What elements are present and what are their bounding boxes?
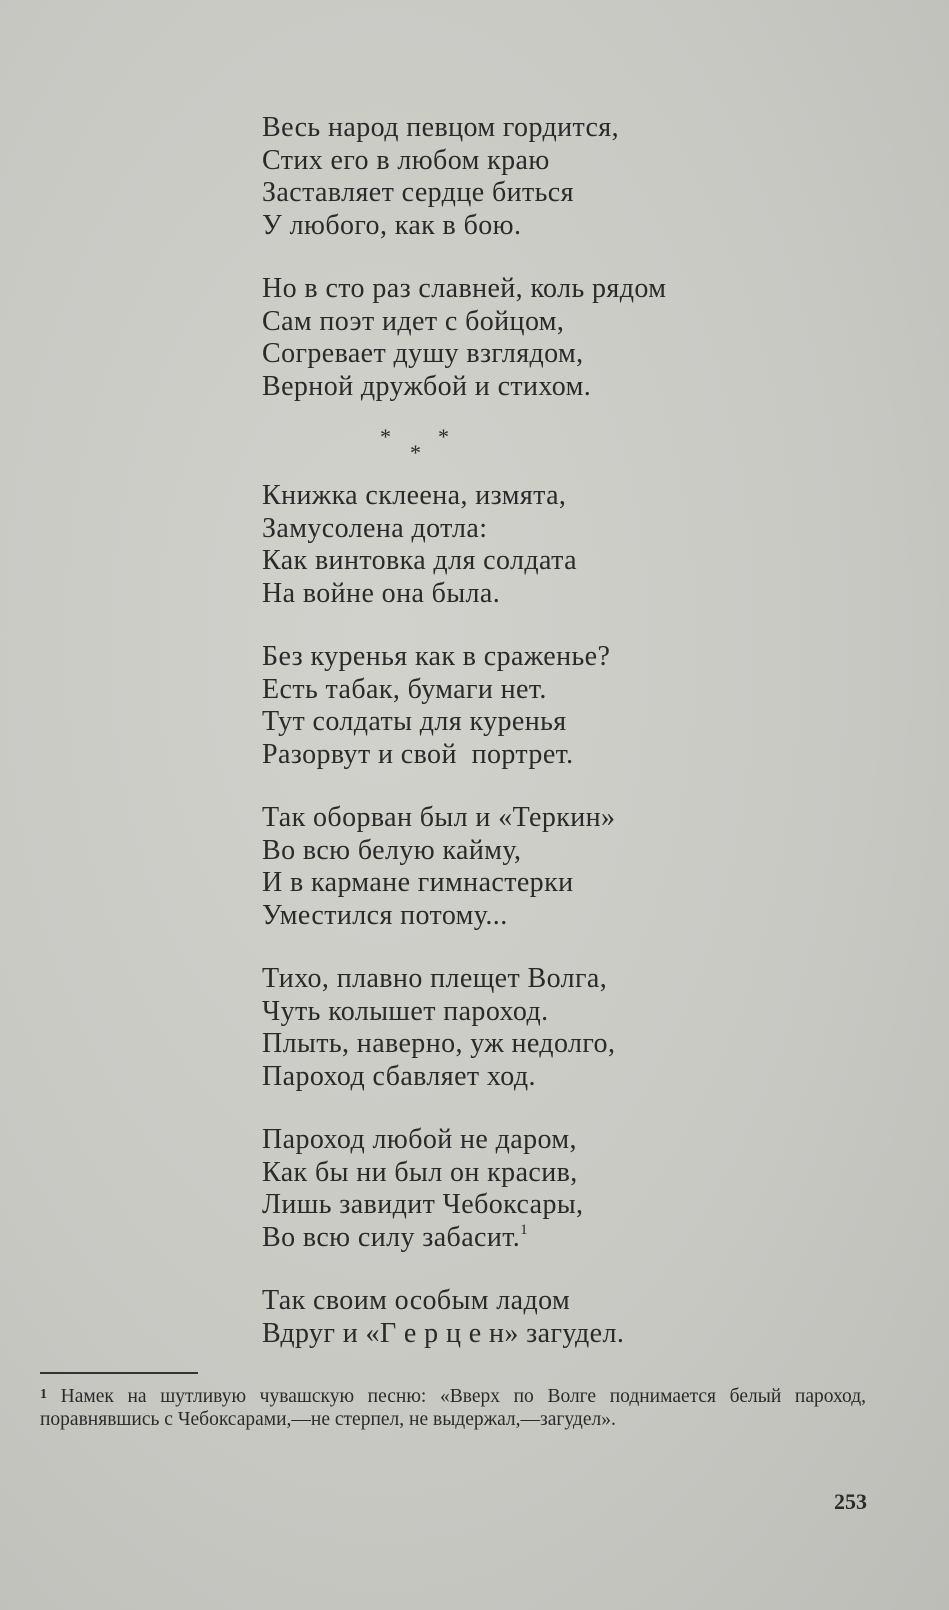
poem-line: Сам поэт идет с бойцом, <box>262 305 565 337</box>
poem-line: Так своим особым ладом <box>262 1285 571 1316</box>
asterisk-icon: * <box>380 424 391 449</box>
poem-line: Тут солдаты для куренья <box>262 706 567 737</box>
poem-line: Лишь завидит Чебоксары, <box>262 1189 584 1220</box>
poem-line-with-footnote <box>262 1222 862 1255</box>
stanza-1 <box>262 112 862 242</box>
poem-line: Разорвут и свой портрет. <box>262 738 574 770</box>
poem-line: Согревает душу взглядом, <box>262 338 584 369</box>
poem-line: У любого, как в бою. <box>262 209 522 241</box>
poem-line: Замусолена дотла: <box>262 512 488 544</box>
footnote-reference: 1 <box>520 1221 529 1238</box>
poem-line: Во всю белую кайму, <box>262 834 522 866</box>
footnote-divider <box>40 1372 198 1374</box>
page-number: 253 <box>834 1489 867 1514</box>
stanza-8 <box>262 1285 862 1350</box>
poem-line: Заставляет сердце биться <box>262 177 574 208</box>
asterisk-icon: * <box>410 440 421 465</box>
poem-line: Плыть, наверно, уж недолго, <box>262 1028 616 1059</box>
footnote <box>40 1384 866 1431</box>
asterisk-icon: * <box>438 424 449 449</box>
poem-line-text: Вдруг и « <box>262 1317 380 1349</box>
poem-line: Верной дружбой и стихом. <box>262 370 592 402</box>
spaced-name: Г е р ц е н <box>379 1317 505 1349</box>
stanza-7 <box>262 1124 862 1254</box>
section-separator <box>262 420 862 470</box>
poem-line: Весь народ певцом гордится, <box>262 112 619 143</box>
stanza-5 <box>262 802 862 932</box>
poem-line: Но в сто раз славней, коль рядом <box>262 273 667 304</box>
stanza-2 <box>262 273 862 403</box>
poem-line: И в кармане гимнастерки <box>262 867 574 898</box>
poem-line: Тихо, плавно плещет Волга, <box>262 963 608 994</box>
poem-line: Стих его в любом краю <box>262 144 550 176</box>
footnote-text: Намек на шутливую чувашскую песню: «Вверх по Волге поднимается белый пароход, поравнявшись с Чебоксарами,—не стерпел, не выдержал,—загудел». <box>40 1386 866 1430</box>
poem-line-text: Во всю силу забасит. <box>262 1221 521 1253</box>
poem <box>262 112 862 1381</box>
poem-line <box>262 1318 862 1351</box>
poem-line: Так оборван был и «Теркин» <box>262 802 616 833</box>
stanza-4 <box>262 641 862 771</box>
poem-line: Пароход сбавляет ход. <box>262 1060 536 1092</box>
poem-line: Пароход любой не даром, <box>262 1124 577 1155</box>
poem-line: Как бы ни был он красив, <box>262 1156 578 1188</box>
poem-line: Уместился потому... <box>262 899 508 931</box>
poem-line-text: » загудел. <box>504 1317 625 1349</box>
poem-line: Книжка склеена, измята, <box>262 480 567 511</box>
poem-line: На войне она была. <box>262 577 501 609</box>
stanza-6 <box>262 963 862 1093</box>
poem-line: Без куренья как в сраженье? <box>262 641 611 672</box>
footnote-mark: 1 <box>40 1387 47 1402</box>
poem-line: Чуть колышет пароход. <box>262 995 549 1027</box>
poem-line: Есть табак, бумаги нет. <box>262 673 547 705</box>
stanza-3 <box>262 480 862 610</box>
poem-line: Как винтовка для солдата <box>262 545 577 576</box>
